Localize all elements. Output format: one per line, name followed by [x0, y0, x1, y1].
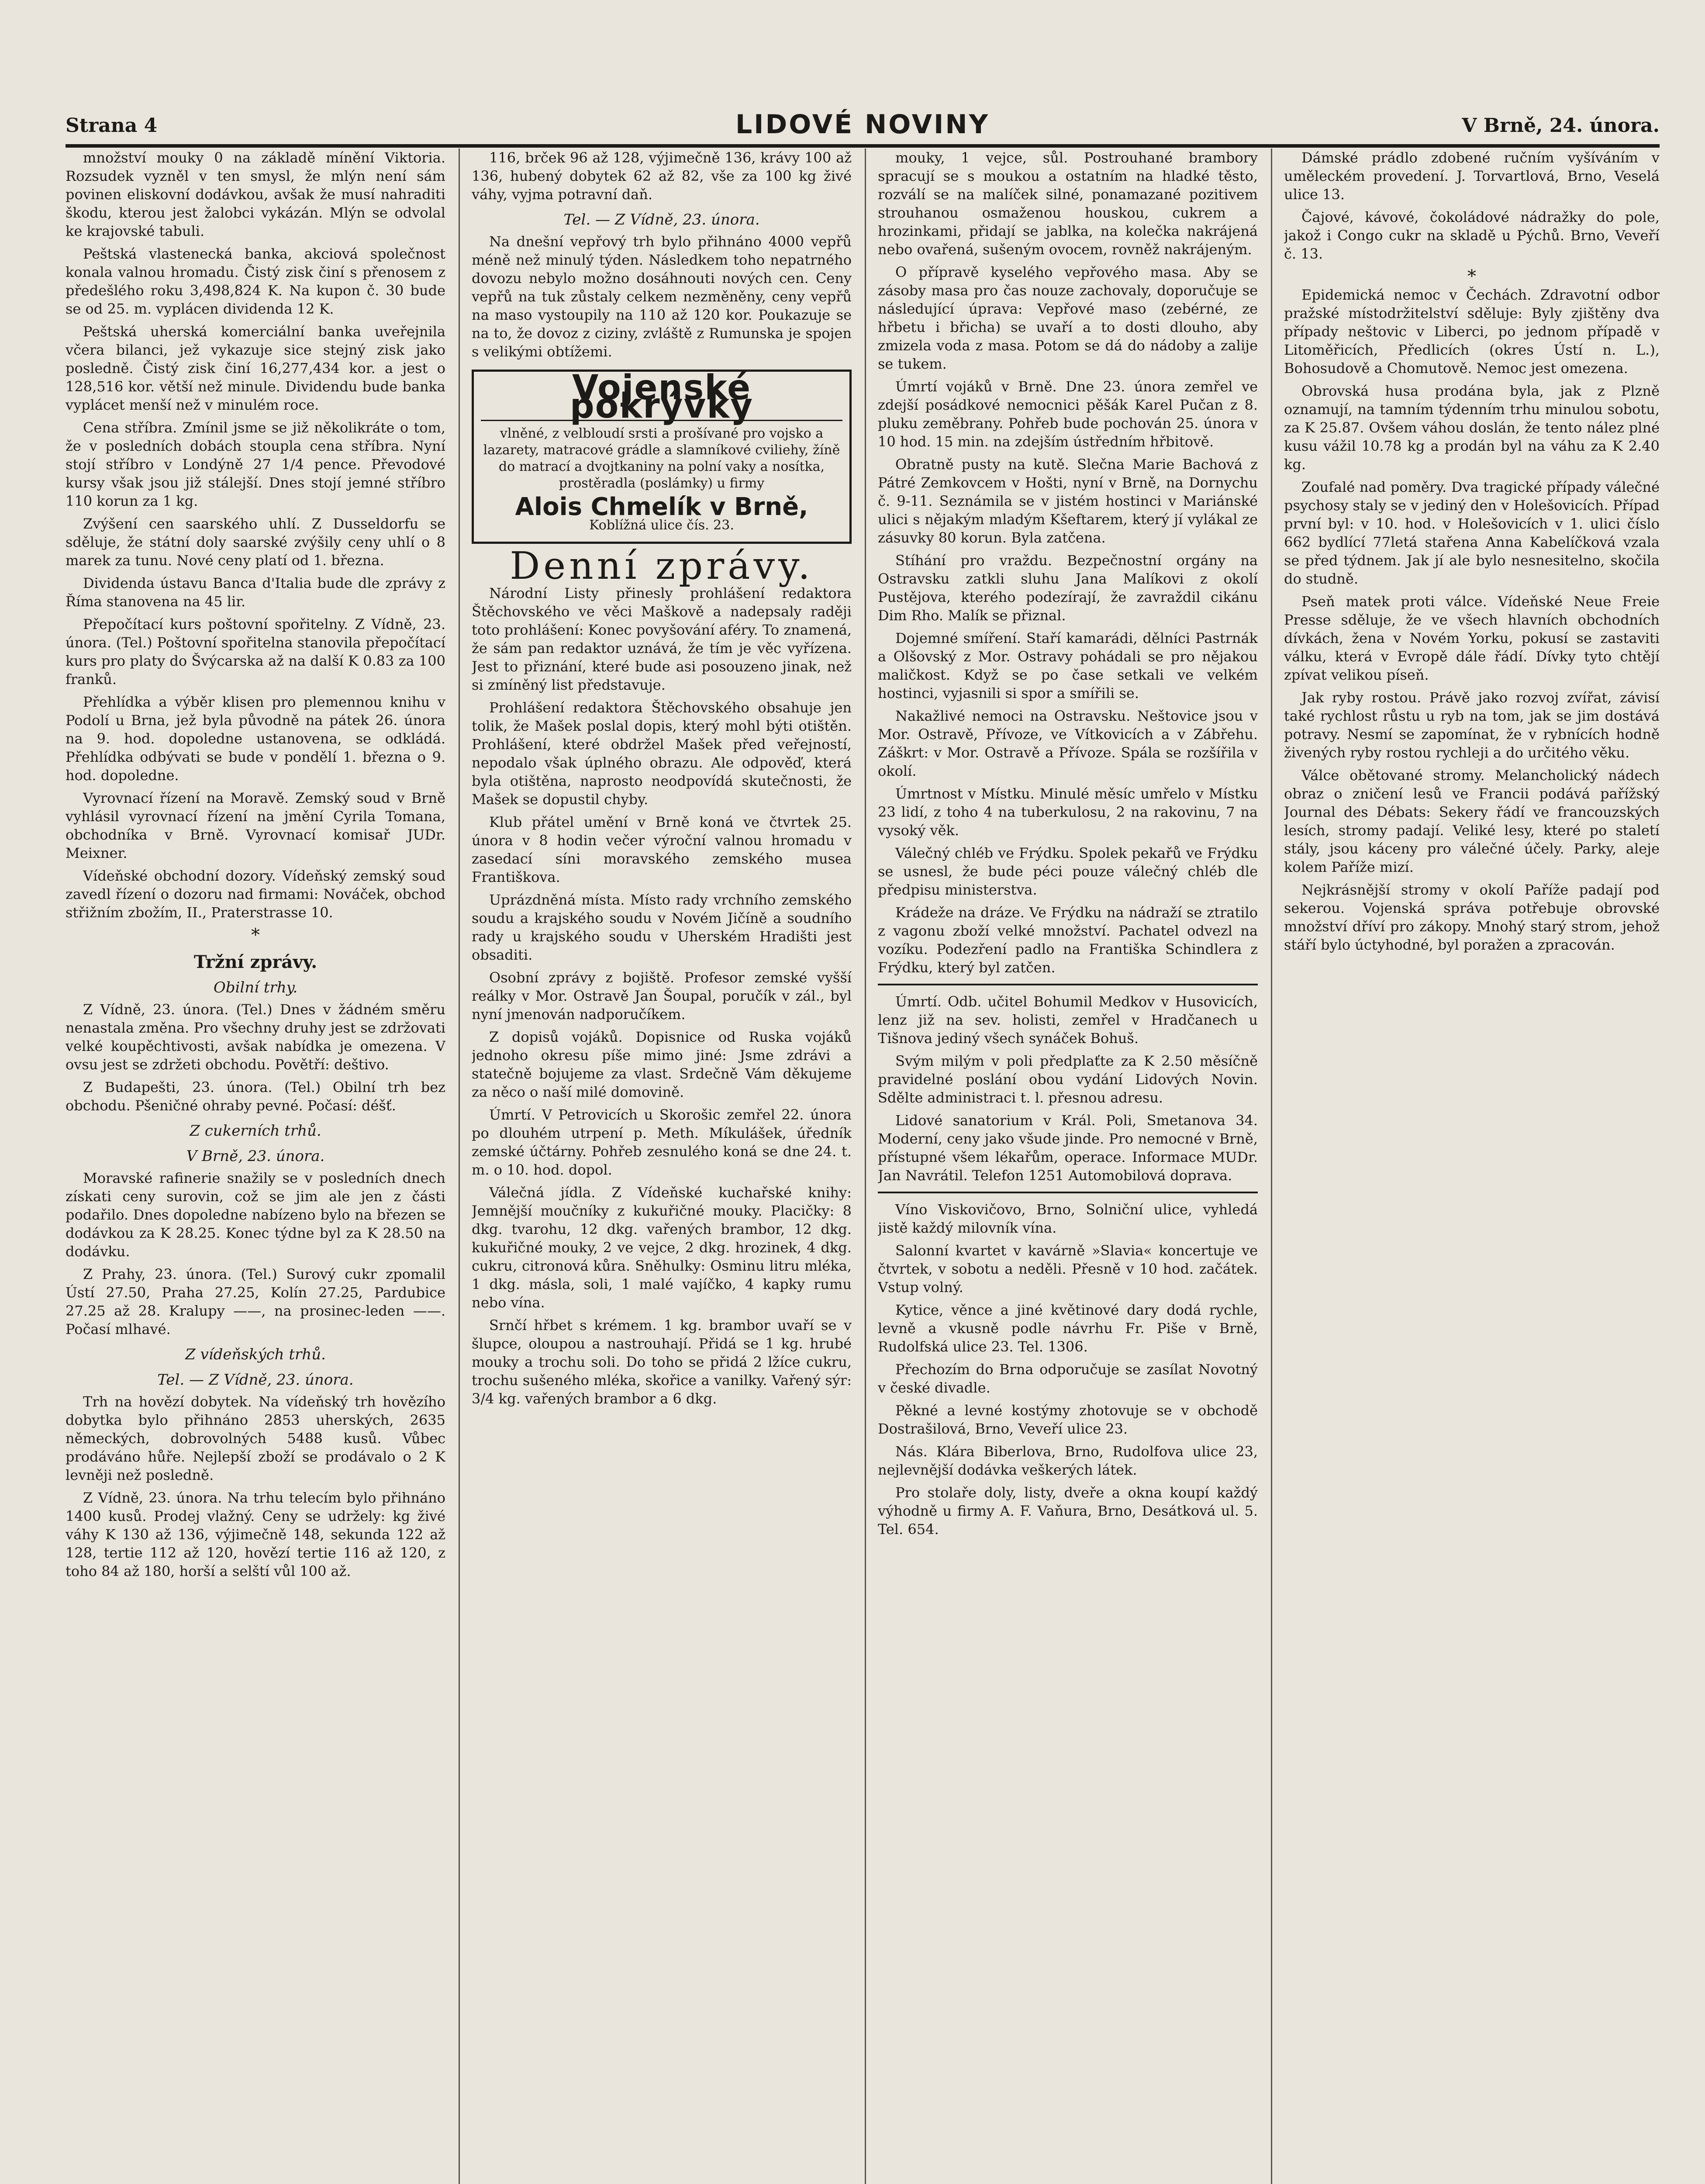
masthead-rule	[66, 144, 1660, 148]
market-paragraph: Z Vídně, 23. února. (Tel.) Dnes v žádném směru nenastala změna. Pro všechny druhy jest se zdržovati velké koupěchtivosti, avšak nabídka je omezena. V ovsu jest se zdržeti obchodu. Povětří: deštivo.	[66, 1001, 445, 1073]
newspaper-title: LIDOVÉ NOVINY	[735, 109, 990, 140]
news-paragraph: Válce obětované stromy. Melancholický nádech obraz o zničení lesů ve Francii podává pařížský Journal des Débats: Sekery řádí ve francouzských lesích, stromy padají. Veliké lesy, které po staletí stály, jsou káceny pro válečné účely. Parky, aleje kolem Paříže mizí.	[1284, 767, 1660, 875]
article-paragraph: Peštská uherská komerciální banka uveřejnila včera bilanci, jež vykazuje sice stejný zisk jako posledně. Čistý zisk činí 16,277,434 kor. a jest o 128,516 kor. větší než minule. Dividendu bude banka vyplácet menší než v minulém roce.	[66, 323, 445, 413]
classified-ad: Kytice, věnce a jiné květinové dary dodá rychle, levně a vkusně podle návrhu Fr. Piše v Brně, Rudolfská ulice 23. Tel. 1306.	[878, 1302, 1258, 1355]
market-paragraph: Z Vídně, 23. února. Na trhu telecím bylo přihnáno 1400 kusů. Prodej vlažný. Ceny se udržely: kg živé váhy K 130 až 136, výjimečně 148, sekunda 122 až 128, tertie 112 až 120, hovězí tertie 116 až 120, z toho 84 až 180, horší a selští vůl 100 až.	[66, 1489, 445, 1579]
column-divider	[865, 149, 866, 2184]
masthead	[66, 109, 1660, 144]
article-paragraph: Na dnešní vepřový trh bylo přihnáno 4000 vepřů méně než minulý týden. Následkem toho nepatrného dovozu nebylo možno dosáhnouti nových cen. Ceny vepřů na tuk zůstaly celkem nezměněny, ceny vepřů na maso vystoupily na 110 až 120 kor. Poukazuje se na to, že dovoz z ciziny, zvláště z Rumunska je spojen s velikými obtížemi.	[472, 233, 852, 360]
news-paragraph: Srnčí hřbet s krémem. 1 kg. brambor uvaří se v šlupce, oloupou a nastrouhají. Přidá se 1 kg. hrubé mouky a trochu soli. Do toho se přidá 2 lžíce cukru, trochu sušeného mléka, skořice a vanilky. Vařený sýr: 3/4 kg. vařených brambor a 6 dkg.	[472, 1317, 852, 1407]
notice-paragraph: Úmrtí. Odb. učitel Bohumil Medkov v Husovicích, lenz již na sev. holisti, zemřel v Hradčanech u Tišnova jediný všech synáček Bohuš.	[878, 993, 1258, 1047]
news-paragraph: Prohlášení redaktora Štěchovského obsahuje jen tolik, že Mašek poslal dopis, který mohl býti otištěn. Prohlášení, které obdržel Mašek před veřejností, nepodalo však úplného obrazu. Ale odpověď, která byla otištěna, naprosto neodpovídá skutečnosti, že Mašek se dopustil chyby.	[472, 699, 852, 808]
classified-ad: Čajové, kávové, čokoládové nádražky do pole, jakož i Congo cukr na skladě u Pýchů. Brno, Veveří č. 13.	[1284, 209, 1660, 262]
news-paragraph: Z dopisů vojáků. Dopisnice od Ruska vojáků jednoho okresu píše mimo jiné: Jsme zdrávi a statečně bojujeme za vlast. Srdečně Vám děkujeme za něco o naší milé domovině.	[472, 1029, 852, 1100]
article-paragraph: Vídeňské obchodní dozory. Vídeňský zemský soud zavedl řízení o dozoru nad firmami: Nováček, obchod střižním zbožím, II., Praterstrasse 10.	[66, 867, 445, 921]
subheading-grain: Obilní trhy.	[213, 979, 298, 996]
ad-address: Koblížná ulice čís. 23.	[589, 518, 734, 533]
news-paragraph: Epidemická nemoc v Čechách. Zdravotní odbor pražské místodržitelství sděluje: Byly zjištěny dva případy neštovic v Liberci, po jednom případě v Litoměřicích, Předlicích (okres Ústí n. L.), Bohosudově a Chomutově. Nemoc jest omezena.	[1284, 287, 1660, 377]
news-paragraph: Stíhání pro vraždu. Bezpečnostní orgány na Ostravsku zatkli sluhu Jana Malíkovi z okolí Pustějova, kterého podezírají, že zavraždil cikánu Dim Rho. Malík se přiznal.	[878, 552, 1258, 624]
news-paragraph: Obrovská husa prodána byla, jak z Plzně oznamují, na tamním týdenním trhu minulou sobotu, za K 25.87. Ovšem váhou doslán, že tento nález plné kusu vážil 10.78 kg a prodán byl na váhu za K 2.40 kg.	[1284, 383, 1660, 473]
section-rule	[878, 1192, 1258, 1193]
market-paragraph: Moravské rafinerie snažily se v posledních dnech získati ceny surovin, což se jim ale jen z části podařilo. Dnes dopoledne nabízeno bylo na březen se dodávkou za K 28.25. Konec týdne byl za K 28.50 na dodávku.	[66, 1170, 445, 1260]
classified-ad: Pěkné a levné kostýmy zhotovuje se v obchodě Dostrašilová, Brno, Veveří ulice 23.	[878, 1402, 1258, 1437]
dateline-pigs: Tel. — Z Vídně, 23. února.	[563, 211, 760, 228]
dateline-sugar: V Brně, 23. února.	[186, 1147, 325, 1165]
article-paragraph: Peštská vlastenecká banka, akciová společnost konala valnou hromadu. Čistý zisk činí s přenosem z předešlého roku 3,498,824 K. Na kupon č. 30 bude se od 25. m. vyplácen dividenda 12 K.	[66, 245, 445, 317]
classified-ad: Pro stolaře doly, listy, dveře a okna koupí každý výhodně u firmy A. F. Vaňura, Brno, Desátková ul. 5. Tel. 654.	[878, 1484, 1258, 1538]
news-paragraph: Úmrtí. V Petrovicích u Skorošic zemřel 22. února po dlouhém utrpení p. Meth. Míkulášek, úředník zemské účtárny. Pohřeb zesnulého koná se dne 24. t. m. o 10. hod. dopol.	[472, 1106, 852, 1178]
news-paragraph: Válečná jídla. Z Vídeňské kuchařské knihy: Jemnější moučníky z kukuřičné mouky. Placičky: 8 dkg. tvarohu, 12 dkg. vařených brambor, 12 dkg. kukuřičné mouky, 2 ve vejce, 2 dkg. hrozinek, 4 dkg. cukru, citronová kůra. Sněhulky: Osminu litru mléka, 1 dkg. másla, soli, 1 malé vajíčko, 4 kapky rumu nebo vína.	[472, 1184, 852, 1311]
subheading-sugar: Z cukerních trhů.	[190, 1122, 321, 1140]
article-paragraph: Dividenda ústavu Banca d'Italia bude dle zprávy z Říma stanovena na 45 lir.	[66, 575, 445, 610]
news-paragraph: Úmrtí vojáků v Brně. Dne 23. února zemřel ve zdejší posádkové nemocnici pěšák Karel Pučan z 8. pluku zeměbrany. Pohřeb bude pochován 25. února v 10 hod. 15 min. na zdejším ústředním hřbitově.	[878, 378, 1258, 450]
news-paragraph: Úmrtnost v Místku. Minulé měsíc umřelo v Místku 23 lidí, z toho 4 na tuberkulosu, 2 na rakovinu, 7 na vysoký věk.	[878, 785, 1258, 839]
section-rule	[878, 984, 1258, 985]
article-paragraph: množství mouky 0 na základě mínění Viktoria. Rozsudek vyzněl v ten smysl, že mlýn není sám povinen eliskovní dodávkou, avšak že musí nahraditi škodu, kterou jest žalobci vykázán. Mlýn se odvolal ke krajovské tabuli.	[66, 149, 445, 239]
column-1	[66, 149, 445, 2184]
advertisement-blankets	[472, 370, 852, 544]
news-paragraph: Obratně pusty na kutě. Slečna Marie Bachová z Pátré Zemkovcem v Hošti, nyní v Brně, na Dornychu č. 9-11. Seznámila se v jistém hostinci v Mariánské ulici s nějakým mladým Kšeftarem, který jí vylákal ze zásuvky 80 korun. Byla zatčena.	[878, 456, 1258, 546]
news-paragraph: Národní Listy přinesly prohlášení redaktora Štěchovského ve věci Maškově a nadepsaly raději toto prohlášení: Konec povyšování aféry. To znamená, že sám pan redaktor uznává, že tím je věc vyřízena. Jest to přiznání, které bude asi posouzeno jinak, než si zmíněný list představuje.	[472, 585, 852, 693]
market-paragraph: Z Budapešti, 23. února. (Tel.) Obilní trh bez obchodu. Pšeničné ohraby pevné. Počasí: déšť.	[66, 1079, 445, 1114]
news-paragraph: Válečný chléb ve Frýdku. Spolek pekařů ve Frýdku se usnesl, že bude péci pouze válečný chléb dle předpisu ministerstva.	[878, 845, 1258, 898]
news-paragraph: Krádeže na dráze. Ve Frýdku na nádraží se ztratilo z vagonu zboží velké množství. Pachatel odvezl na vozíku. Podezření padlo na Františka Schindlera z Frýdku, který byl zatčen.	[878, 904, 1258, 976]
ad-firm: Alois Chmelík v Brně,	[515, 493, 808, 521]
separator-star: *	[1467, 266, 1476, 287]
news-paragraph: Jak ryby rostou. Právě jako rozvoj zvířat, závisí také rychlost růstu u ryb na tom, jak se jim dostává potravy. Nesmí se zapomínat, že v rybnících hodně živených ryby rostou rychleji a do určitého věku.	[1284, 689, 1660, 761]
column-4	[1284, 149, 1660, 2184]
news-paragraph: Nejkrásnější stromy v okolí Paříže padají pod sekerou. Vojenská správa potřebuje obrovské množství dříví pro zákopy. Mnohý starý strom, jehož stáří bylo úctyhodné, byl poražen a zpracován.	[1284, 881, 1660, 953]
news-paragraph: Zoufalé nad poměry. Dva tragické případy válečné psychosy staly se v jediný den v Holešovicích. Případ první byl: v 10. hod. v Holešovicích v 1. ulici číslo 662 bydlící 77letá stařena Anna Kabelíčková vzala se před týdnem. Jak jí ale bylo nesnesitelno, skočila do studně.	[1284, 479, 1660, 587]
article-paragraph: Přepočítací kurs poštovní spořitelny. Z Vídně, 23. února. (Tel.) Poštovní spořitelna stanovila přepočítací kurs pro platy do Švýcarska až na další K 0.83 za 100 franků.	[66, 616, 445, 688]
column-divider	[459, 149, 460, 2184]
article-paragraph: Vyrovnací řízení na Moravě. Zemský soud v Brně vyhlásil vyrovnací řízení na jmění Cyrila Tomana, obchodníka v Brně. Vyrovnací komisař JUDr. Meixner.	[66, 790, 445, 861]
classified-ad: Víno Viskovičovo, Brno, Solniční ulice, vyhledá jistě každý milovník vína.	[878, 1201, 1258, 1236]
classified-ad: Přechozím do Brna odporučuje se zasílat Novotný v české divadle.	[878, 1361, 1258, 1396]
news-paragraph: Osobní zprávy z bojiště. Profesor zemské vyšší reálky v Mor. Ostravě Jan Šoupal, poručík v zál., byl nyní jmenován nadporučíkem.	[472, 969, 852, 1023]
section-heading-daily-news: Denní zprávy.	[510, 544, 814, 588]
news-paragraph: O přípravě kyselého vepřového masa. Aby se zásoby masa pro čas nouze zachovaly, doporučuje se následující úprava: Vepřové maso (zebérné, ze hřbetu i břicha) se uvaří a to dosti dlouho, aby zmizela voda z masa. Potom se dá do nádoby a zalije se tukem.	[878, 264, 1258, 372]
dateline-cattle: Tel. — Z Vídně, 23. února.	[157, 1371, 354, 1389]
column-divider	[1271, 149, 1272, 2184]
news-paragraph: Pseň matek proti válce. Vídeňské Neue Freie Presse sděluje, že ve všech hlavních obchodních dívkách, žena v Novém Yorku, pokusí se zastaviti válku, která v Evropě dále řádí. Dívky tyto chtějí zpívat velikou píseň.	[1284, 593, 1660, 683]
ad-title: Vojenské pokrývky	[481, 379, 842, 421]
page-label: Strana 4	[66, 114, 158, 137]
news-paragraph: Nakažlivé nemoci na Ostravsku. Neštovice jsou v Mor. Ostravě, Přívoze, ve Vítkovicích a v Zábřehu. Záškrt: v Mor. Ostravě a Přívoze. Spála se rozšířila v okolí.	[878, 708, 1258, 779]
classified-ad: Salonní kvartet v kavárně »Slavia« koncertuje ve čtvrtek, v sobotu a neděli. Přesně v 10 hod. začátek. Vstup volný.	[878, 1242, 1258, 1296]
news-paragraph: Klub přátel umění v Brně koná ve čtvrtek 25. února v 8 hodin večer výroční valnou hromadu v zasedací síni moravského zemského musea Františkova.	[472, 814, 852, 885]
news-paragraph: mouky, 1 vejce, sůl. Postrouhané brambory spracují se s moukou a ostatním na hladké těsto, rozválí se na malíček silné, ponamazané pozitivem strouhanou osmaženou houskou, cukrem a hrozinkami, přidají se jablka, na kolečka nakrájená nebo ovařená, sušeným ovocem, rovněž nakrájeným.	[878, 149, 1258, 258]
ad-body: vlněné, z velbloudí srsti a prošívané pro vojsko a lazarety, matracové grádle a slamníkové cviliehy, žíně do matrací a dvojtkaniny na polní vaky a nosítka, prostěradla (poslámky) u firmy	[483, 426, 840, 491]
news-paragraph: Uprázdněná místa. Místo rady vrchního zemského soudu a krajského soudu v Novém Jičíně a soudního rady u krajského soudu v Uherském Hradišti jest obsaditi.	[472, 892, 852, 963]
subheading-cattle: Z vídeňských trhů.	[185, 1346, 326, 1363]
section-heading-market: Tržní zprávy.	[193, 952, 318, 972]
classified-ad: Dámské prádlo zdobené ručním vyšíváním v uměleckém provedení. J. Torvartlová, Brno, Veselá ulice 13.	[1284, 149, 1660, 203]
article-paragraph: 116, brček 96 až 128, výjimečně 136, krávy 100 až 136, hubený dobytek 62 až 82, vše za 100 kg živé váhy, vyjma potravní daň.	[472, 149, 852, 203]
classified-ad: Nás. Klára Biberlova, Brno, Rudolfova ulice 23, nejlevnější dodávka veškerých látek.	[878, 1443, 1258, 1478]
article-paragraph: Cena stříbra. Zmínil jsme se již několikráte o tom, že v posledních dobách stoupla cena stříbra. Nyní stojí stříbro v Londýně 27 1/4 pence. Převodové kursy však jsou již stálejší. Dnes stojí jemné stříbro 110 korun za 1 kg.	[66, 419, 445, 509]
market-paragraph: Trh na hovězí dobytek. Na vídeňský trh hovězího dobytka bylo přihnáno 2853 uherských, 2635 německých, dobrovolných 5488 kusů. Vůbec prodáváno hůře. Nejlepší zboží se prodávalo o 2 K levněji než posledně.	[66, 1393, 445, 1483]
notice-paragraph: Svým milým v poli předplaťte za K 2.50 měsíčně pravidelné poslání obou vydání Lidových Novin. Sdělte administraci t. l. přesnou adresu.	[878, 1053, 1258, 1106]
notice-paragraph: Lidové sanatorium v Král. Poli, Smetanova 34. Moderní, ceny jako všude jinde. Pro nemocné v Brně, přístupné všem lékařům, operace. Informace MUDr. Jan Navrátil. Telefon 1251 Automobilová doprava.	[878, 1112, 1258, 1184]
separator-star: *	[251, 925, 260, 945]
article-paragraph: Zvýšení cen saarského uhlí. Z Dusseldorfu se sděluje, že státní doly saarské zvýšily ceny uhlí o 8 marek za tunu. Nové ceny platí od 1. března.	[66, 515, 445, 569]
column-2	[472, 149, 852, 2184]
news-paragraph: Dojemné smíření. Staří kamarádi, dělníci Pastrnák a Olšovský z Mor. Ostravy pohádali se pro nějakou maličkost. Když se po čase setkali ve velkém hostinci, vyjasnili si spor a smířili se.	[878, 630, 1258, 702]
market-paragraph: Z Prahy, 23. února. (Tel.) Surový cukr zpomalil Ústí 27.50, Praha 27.25, Kolín 27.25, Pardubice 27.25 až 28. Kralupy ——, na prosinec-leden ——. Počasí mlhavé.	[66, 1266, 445, 1337]
column-3	[878, 149, 1258, 2184]
article-paragraph: Přehlídka a výběr klisen pro plemennou knihu v Podolí u Brna, jež byla původně na pátek 26. února na 9. hod. dopoledne ustanovena, se odkládá. Přehlídka odbývati se bude v pondělí 1. března o 9. hod. dopoledne.	[66, 694, 445, 784]
issue-date: V Brně, 24. února.	[1462, 114, 1660, 137]
